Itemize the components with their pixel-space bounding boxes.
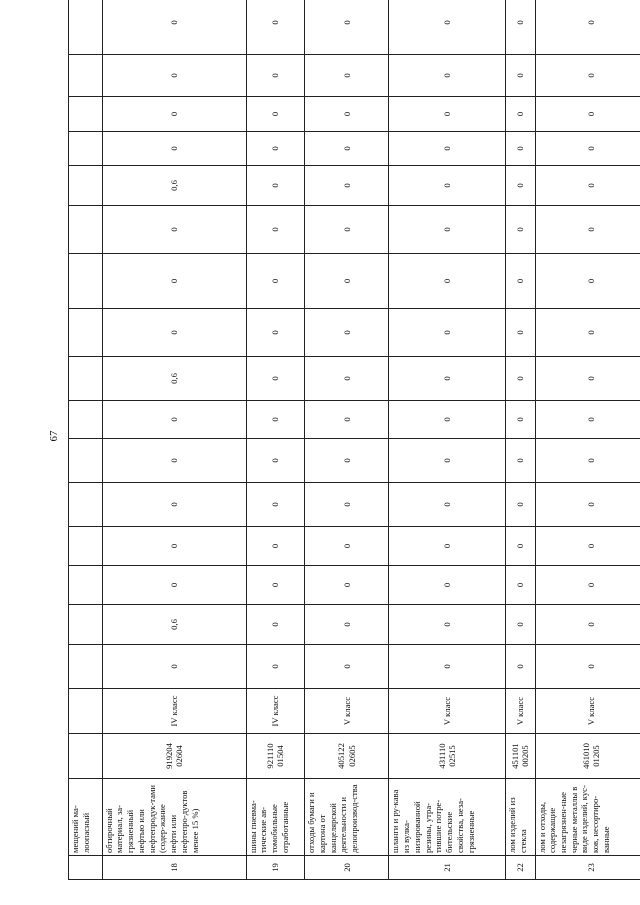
value-cell: 0 [102,254,246,309]
value-cell: 0 [305,401,389,439]
empty-cell [69,166,103,206]
table-row [69,0,103,880]
value-cell: 0 [102,0,246,55]
value-cell: 0 [506,357,535,401]
value-cell: 0 [535,566,640,605]
value-cell: 0 [535,97,640,132]
value-cell: 0 [535,645,640,689]
value-cell: 0 [535,166,640,206]
value-cell: 0 [535,527,640,566]
value-cell: 0,6 [102,166,246,206]
value-cell: 0 [389,439,506,483]
value-cell: 0 [246,605,304,645]
row-number-cell: 20 [305,856,389,880]
table-row [246,0,304,880]
value-cell: 0 [506,206,535,254]
waste-code-cell: 919204 02604 [102,734,246,779]
value-cell: 0 [102,309,246,357]
value-cell: 0 [246,439,304,483]
value-cell: 0 [389,605,506,645]
empty-cell [69,566,103,605]
value-cell: 0 [535,132,640,166]
value-cell: 0 [506,309,535,357]
value-cell: 0 [246,483,304,527]
row-number-cell: 22 [506,856,535,880]
value-cell: 0 [506,605,535,645]
table-row [102,0,246,880]
value-cell: 0 [506,166,535,206]
value-cell: 0 [305,605,389,645]
value-cell: 0 [305,527,389,566]
empty-cell [69,0,103,55]
empty-cell [69,132,103,166]
value-cell: 0 [506,254,535,309]
waste-name-cell: мещений ма-лоопасный [69,779,103,856]
waste-table [68,0,640,880]
value-cell: 0 [305,309,389,357]
value-cell: 0 [506,527,535,566]
waste-name-cell: лом и отходы, содержащие незагрязнен-ные черные металлы в виде изделий, кус-ков, несортиро-ванные [535,779,640,856]
value-cell: 0 [389,566,506,605]
table-wrapper [68,20,640,880]
value-cell: 0 [305,645,389,689]
waste-name-cell: отходы бумаги и картона от канцелярской деятельности и делопроизвод-ства [305,779,389,856]
value-cell: 0 [102,566,246,605]
table-row [506,0,535,880]
empty-cell [69,689,103,734]
empty-cell [69,439,103,483]
hazard-class-cell: IV класс [246,689,304,734]
hazard-class-cell: V класс [535,689,640,734]
row-number-cell [69,856,103,880]
row-number-cell: 21 [389,856,506,880]
value-cell: 0 [246,206,304,254]
value-cell: 0 [506,55,535,97]
value-cell: 0 [389,0,506,55]
value-cell: 0 [102,132,246,166]
empty-cell [69,605,103,645]
value-cell: 0 [305,0,389,55]
value-cell: 0 [389,357,506,401]
value-cell: 0 [389,309,506,357]
empty-cell [69,483,103,527]
value-cell: 0 [305,254,389,309]
value-cell: 0 [246,309,304,357]
table-body [69,0,640,880]
value-cell: 0 [246,166,304,206]
value-cell: 0 [535,0,640,55]
value-cell: 0 [246,357,304,401]
waste-name-cell: лом изделий из стекла [506,779,535,856]
value-cell: 0 [389,55,506,97]
value-cell: 0 [535,483,640,527]
empty-cell [69,527,103,566]
value-cell: 0 [535,439,640,483]
value-cell: 0 [305,132,389,166]
value-cell: 0 [535,55,640,97]
value-cell: 0 [506,0,535,55]
empty-cell [69,206,103,254]
hazard-class-cell: IV класс [102,689,246,734]
row-number-cell: 23 [535,856,640,880]
value-cell: 0 [506,566,535,605]
value-cell: 0 [506,439,535,483]
value-cell: 0 [389,254,506,309]
table-row [305,0,389,880]
rotated-table-area [68,20,640,880]
empty-cell [69,97,103,132]
value-cell: 0 [102,645,246,689]
value-cell: 0 [535,605,640,645]
value-cell: 0 [305,55,389,97]
value-cell: 0 [305,166,389,206]
value-cell: 0 [246,0,304,55]
value-cell: 0 [305,357,389,401]
value-cell: 0,6 [102,357,246,401]
value-cell: 0 [535,357,640,401]
value-cell: 0 [305,483,389,527]
empty-cell [69,55,103,97]
value-cell: 0 [389,527,506,566]
empty-cell [69,254,103,309]
value-cell: 0 [506,132,535,166]
value-cell: 0 [246,645,304,689]
value-cell: 0 [535,254,640,309]
waste-code-cell: 451101 00205 [506,734,535,779]
value-cell: 0 [389,166,506,206]
empty-cell [69,401,103,439]
value-cell: 0 [535,401,640,439]
waste-code-cell: 921110 01504 [246,734,304,779]
value-cell: 0 [246,132,304,166]
value-cell: 0 [102,206,246,254]
waste-name-cell: шланги и ру-кава из вулка-низированной резины, утра-тившие потре-бительские свойства, неза-грязненные [389,779,506,856]
hazard-class-cell: V класс [389,689,506,734]
empty-cell [69,645,103,689]
value-cell: 0 [506,483,535,527]
empty-cell [69,357,103,401]
value-cell: 0 [305,97,389,132]
value-cell: 0 [389,401,506,439]
value-cell: 0 [506,645,535,689]
value-cell: 0 [246,401,304,439]
waste-name-cell: шины пневма-тические ав-томобильные отработанные [246,779,304,856]
value-cell: 0 [102,97,246,132]
waste-name-cell: обтирочный материал, за-грязненный нефтью или нефтепродук-тами (содер-жание нефти или нефтепро-дуктов менее 15 %) [102,779,246,856]
empty-cell [69,309,103,357]
value-cell: 0 [389,97,506,132]
value-cell: 0 [102,527,246,566]
value-cell: 0 [102,439,246,483]
value-cell: 0 [389,206,506,254]
value-cell: 0 [506,401,535,439]
value-cell: 0 [305,206,389,254]
value-cell: 0 [389,132,506,166]
value-cell: 0 [246,254,304,309]
value-cell: 0 [246,97,304,132]
value-cell: 0 [389,483,506,527]
table-row [389,0,506,880]
value-cell: 0 [535,206,640,254]
row-number-cell: 18 [102,856,246,880]
table-row [535,0,640,880]
value-cell: 0 [102,483,246,527]
value-cell: 0 [246,527,304,566]
value-cell: 0 [305,439,389,483]
empty-cell [69,734,103,779]
value-cell: 0 [535,309,640,357]
value-cell: 0 [389,645,506,689]
hazard-class-cell: V класс [506,689,535,734]
row-number-cell: 19 [246,856,304,880]
value-cell: 0 [102,55,246,97]
value-cell: 0 [246,55,304,97]
value-cell: 0 [506,97,535,132]
hazard-class-cell: V класс [305,689,389,734]
waste-code-cell: 461010 01205 [535,734,640,779]
value-cell: 0 [102,401,246,439]
waste-code-cell: 405122 02605 [305,734,389,779]
value-cell: 0 [246,566,304,605]
page-number: 67 [48,430,60,442]
value-cell: 0 [305,566,389,605]
value-cell: 0,6 [102,605,246,645]
waste-code-cell: 431110 02515 [389,734,506,779]
